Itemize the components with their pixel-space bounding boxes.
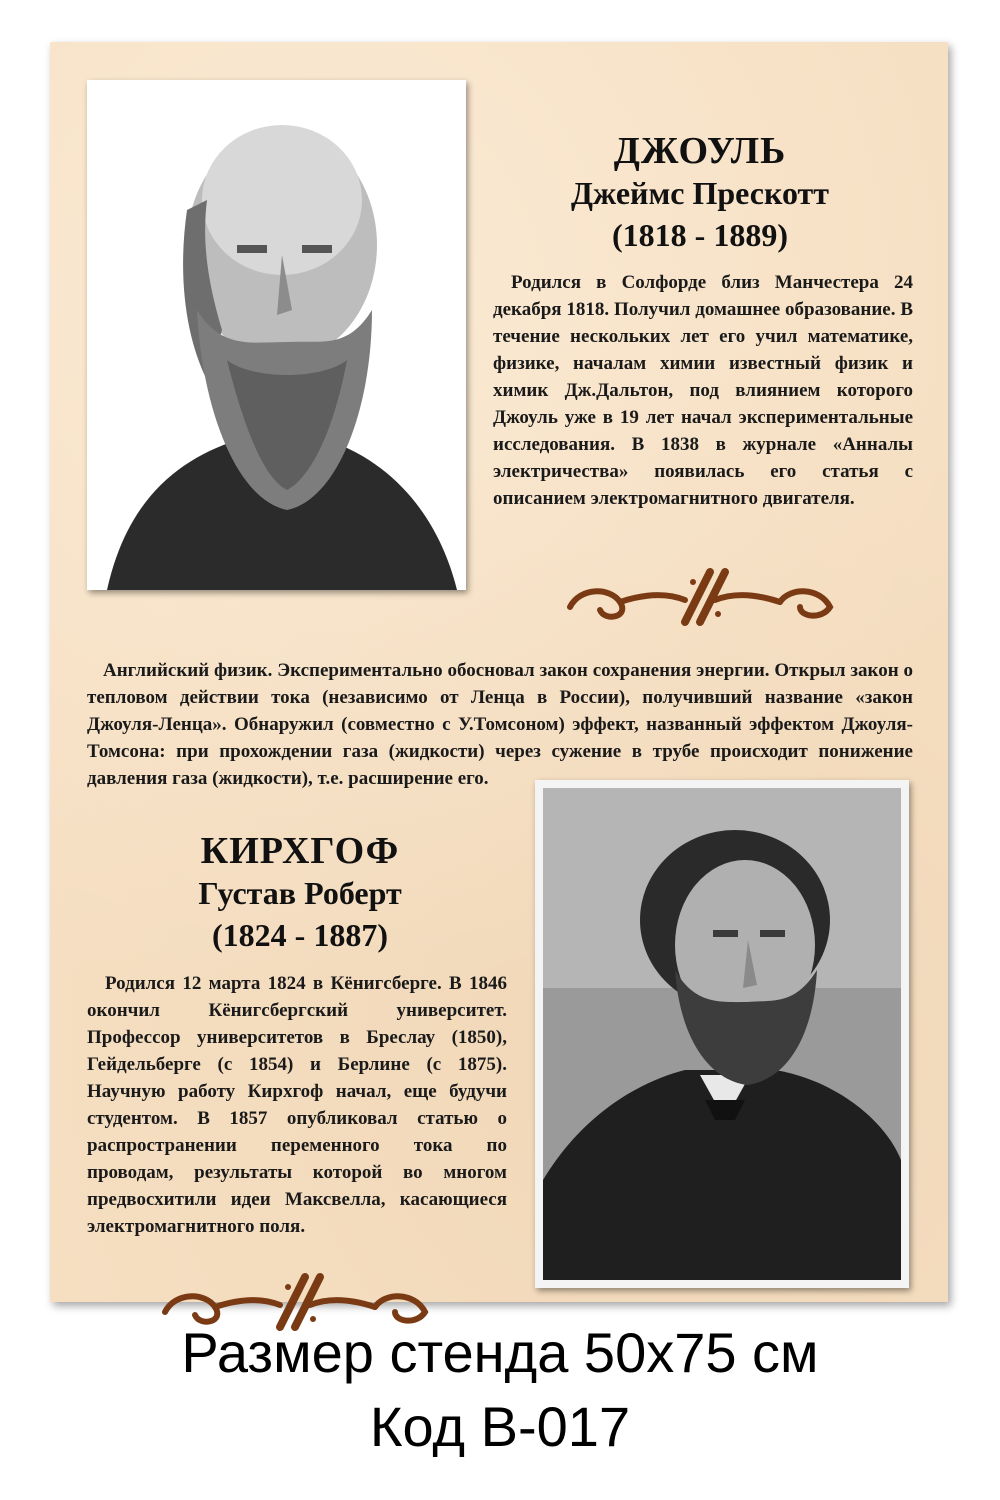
poster-board	[50, 42, 948, 1302]
joule-years: (1818 - 1889)	[612, 217, 788, 253]
kirchhoff-given-names: Густав Роберт	[198, 875, 402, 911]
ornament-flourish	[560, 562, 840, 632]
joule-portrait	[87, 80, 466, 590]
joule-heading	[500, 130, 900, 256]
stand-code-caption: Код В-017	[369, 1395, 631, 1458]
kirchhoff-heading	[100, 830, 500, 956]
joule-description: Английский физик. Экспериментально обосновал закон сохранения энергии. Открыл закон о тепловом действии тока (независимо от Ленца в России), получивший название «закон Джоуля-Ленца». Обнаружил (совместно с У.Томсоном) эффект, названный эффектом Джоуля-Томсона: при прохождении газа (жидкости) через сужение в трубе происходит понижение давления газа (жидкости), т.е. расширение его.	[87, 660, 913, 789]
joule-surname: ДЖОУЛЬ	[613, 130, 787, 172]
kirchhoff-years: (1824 - 1887)	[212, 917, 388, 953]
stand-size-caption: Размер стенда 50x75 см	[181, 1321, 819, 1384]
kirchhoff-portrait	[535, 780, 909, 1288]
joule-bio: Родился в Солфорде близ Манчестера 24 декабря 1818. Получил домашнее образование. В течение нескольких лет его учил математике, физике, началам химии известный физик и химик Дж.Дальтон, под влиянием которого Джоуль уже в 19 лет начал экспериментальные исследования. В 1838 в журнале «Анналы электричества» появилась его статья с описанием электромагнитного двигателя.	[493, 272, 913, 509]
kirchhoff-surname: КИРХГОФ	[200, 830, 400, 872]
kirchhoff-bio: Родился 12 марта 1824 в Кёнигсберге. В 1846 окончил Кёнигсбергский университет. Профессор университетов в Бреслау (1850), Гейдельберге (с 1854) и Берлине (с 1875). Научную работу Кирхгоф начал, еще будучи студентом. В 1857 опубликовал статью о распространении переменного тока по проводам, результаты которой во многом предвосхитили идеи Максвелла, касающиеся электромагнитного поля.	[87, 973, 507, 1237]
joule-given-names: Джеймс Прескотт	[571, 175, 829, 211]
